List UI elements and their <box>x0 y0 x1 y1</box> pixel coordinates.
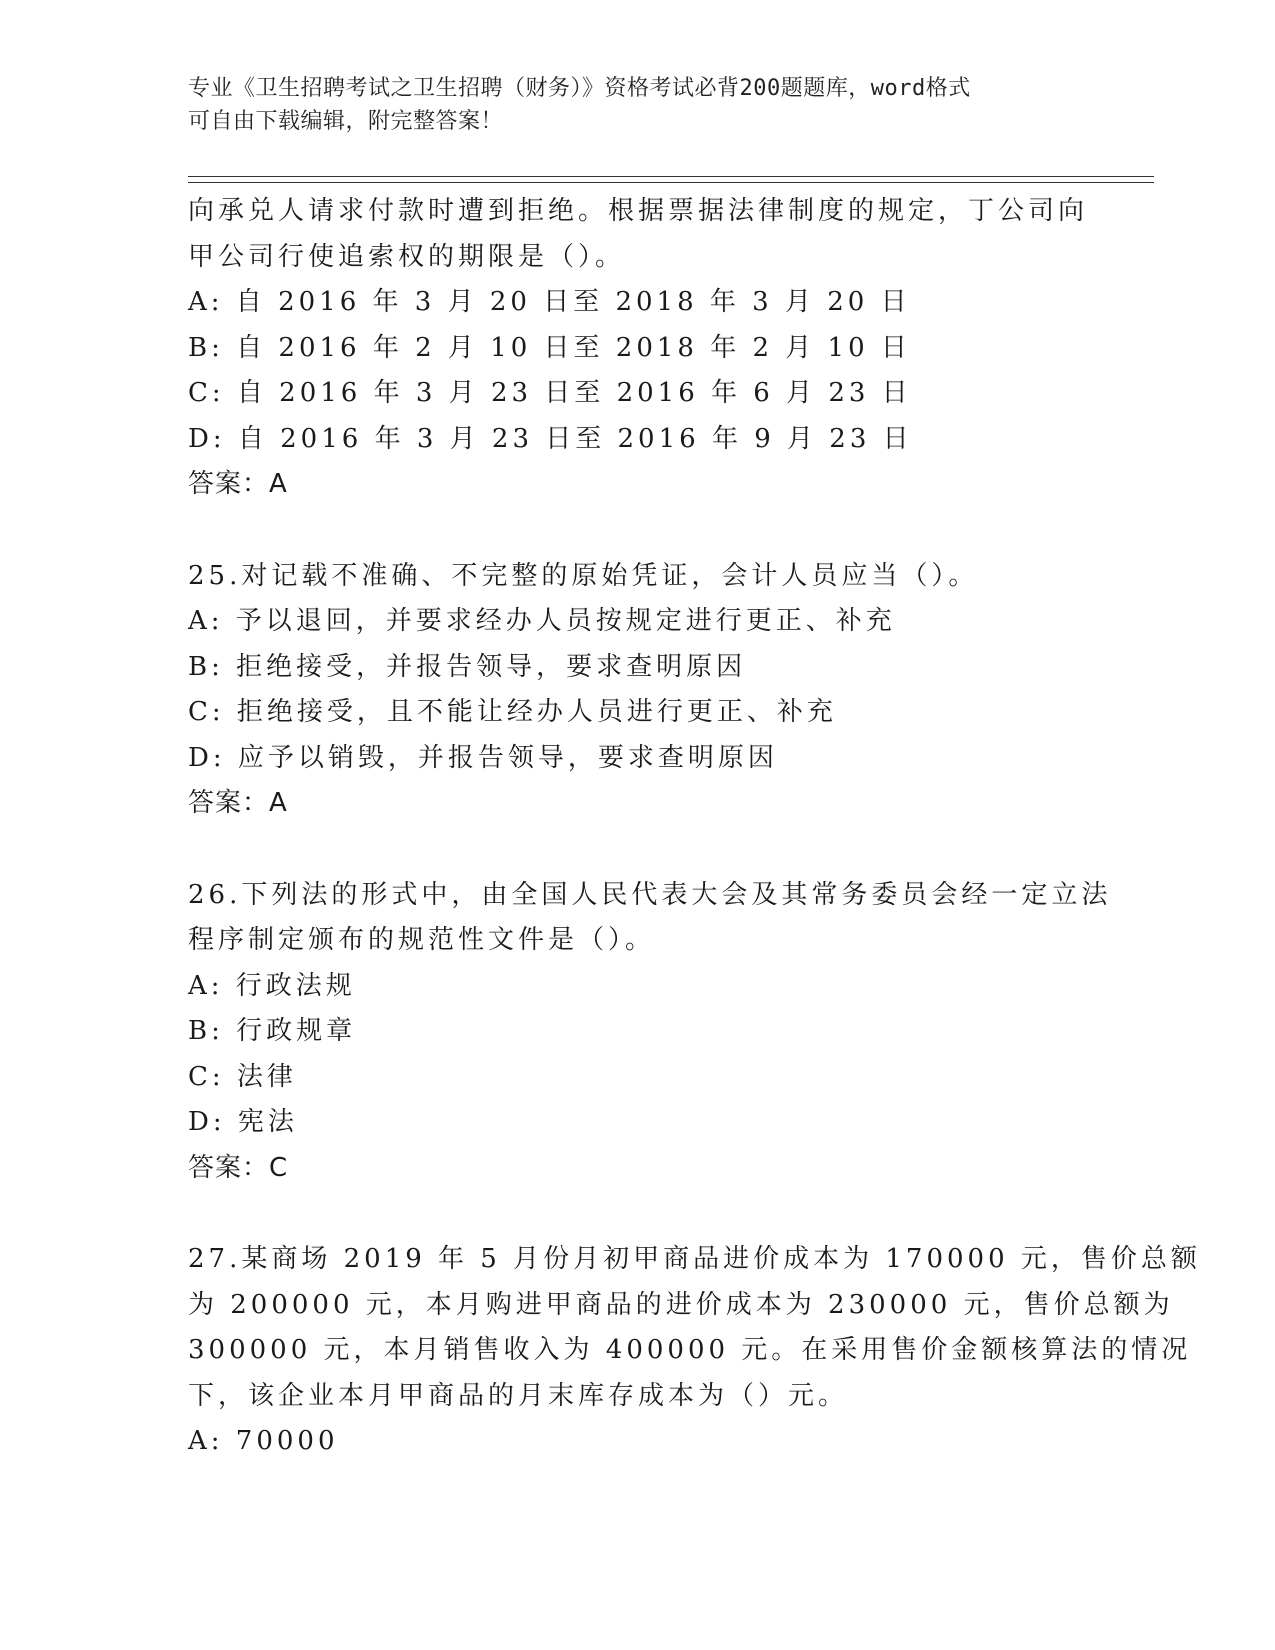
question-content <box>188 189 1201 1465</box>
option-a: A: 自 2016 年 3 月 20 日至 2018 年 3 月 20 日 <box>188 287 911 317</box>
question-stem-line: 26.下列法的形式中，由全国人民代表大会及其常务委员会经一定立法 <box>188 879 1112 910</box>
option-a: A: 70000 <box>188 1426 339 1456</box>
question-stem-line: 程序制定颁布的规范性文件是（）。 <box>188 925 656 955</box>
answer-line: 答案：C <box>188 1152 289 1183</box>
question-stem-line: 27.某商场 2019 年 5 月份月初甲商品进价成本为 170000 元，售价总额 <box>188 1244 1201 1274</box>
question-stem-line: 300000 元，本月销售收入为 400000 元。在采用售价金额核算法的情况 <box>188 1335 1192 1365</box>
header-divider-top <box>188 176 1154 177</box>
option-c: C: 法律 <box>188 1061 297 1092</box>
header-title-line-1: 专业《卫生招聘考试之卫生招聘（财务）》资格考试必背200题题库，word格式 <box>188 76 971 101</box>
option-a: A: 行政法规 <box>188 970 356 1001</box>
answer-line: 答案：A <box>188 788 288 818</box>
question-24 <box>188 189 1088 508</box>
document-header <box>188 72 1068 138</box>
question-25 <box>188 554 1088 827</box>
question-26 <box>188 873 1112 1192</box>
question-stem-line: 为 200000 元，本月购进甲商品的进价成本为 230000 元，售价总额为 <box>188 1289 1174 1320</box>
option-a: A: 予以退回，并要求经办人员按规定进行更正、补充 <box>188 606 896 636</box>
question-stem-line: 向承兑人请求付款时遭到拒绝。根据票据法律制度的规定，丁公司向 <box>188 196 1089 226</box>
question-stem-line: 甲公司行使追索权的期限是（）。 <box>188 241 626 272</box>
question-27 <box>188 1237 1201 1465</box>
header-divider-bottom <box>188 182 1154 183</box>
option-c: C: 拒绝接受，且不能让经办人员进行更正、补充 <box>188 697 837 727</box>
option-d: D: 宪法 <box>188 1107 298 1137</box>
option-c: C: 自 2016 年 3 月 23 日至 2016 年 6 月 23 日 <box>188 378 912 408</box>
answer-line: 答案：A <box>188 469 288 499</box>
header-title-line-2: 可自由下载编辑，附完整答案！ <box>188 109 504 134</box>
option-d: D: 自 2016 年 3 月 23 日至 2016 年 9 月 23 日 <box>188 423 913 454</box>
option-d: D: 应予以销毁，并报告领导，要求查明原因 <box>188 742 778 773</box>
question-stem-line: 25.对记载不准确、不完整的原始凭证，会计人员应当（）。 <box>188 560 979 591</box>
spacer <box>188 827 1088 873</box>
spacer <box>188 1191 1088 1237</box>
option-b: B: 行政规章 <box>188 1016 357 1046</box>
question-stem-line: 下，该企业本月甲商品的月末库存成本为（）元。 <box>188 1380 849 1411</box>
option-b: B: 自 2016 年 2 月 10 日至 2018 年 2 月 10 日 <box>188 332 911 363</box>
spacer <box>188 508 1088 554</box>
option-b: B: 拒绝接受，并报告领导，要求查明原因 <box>188 651 747 682</box>
